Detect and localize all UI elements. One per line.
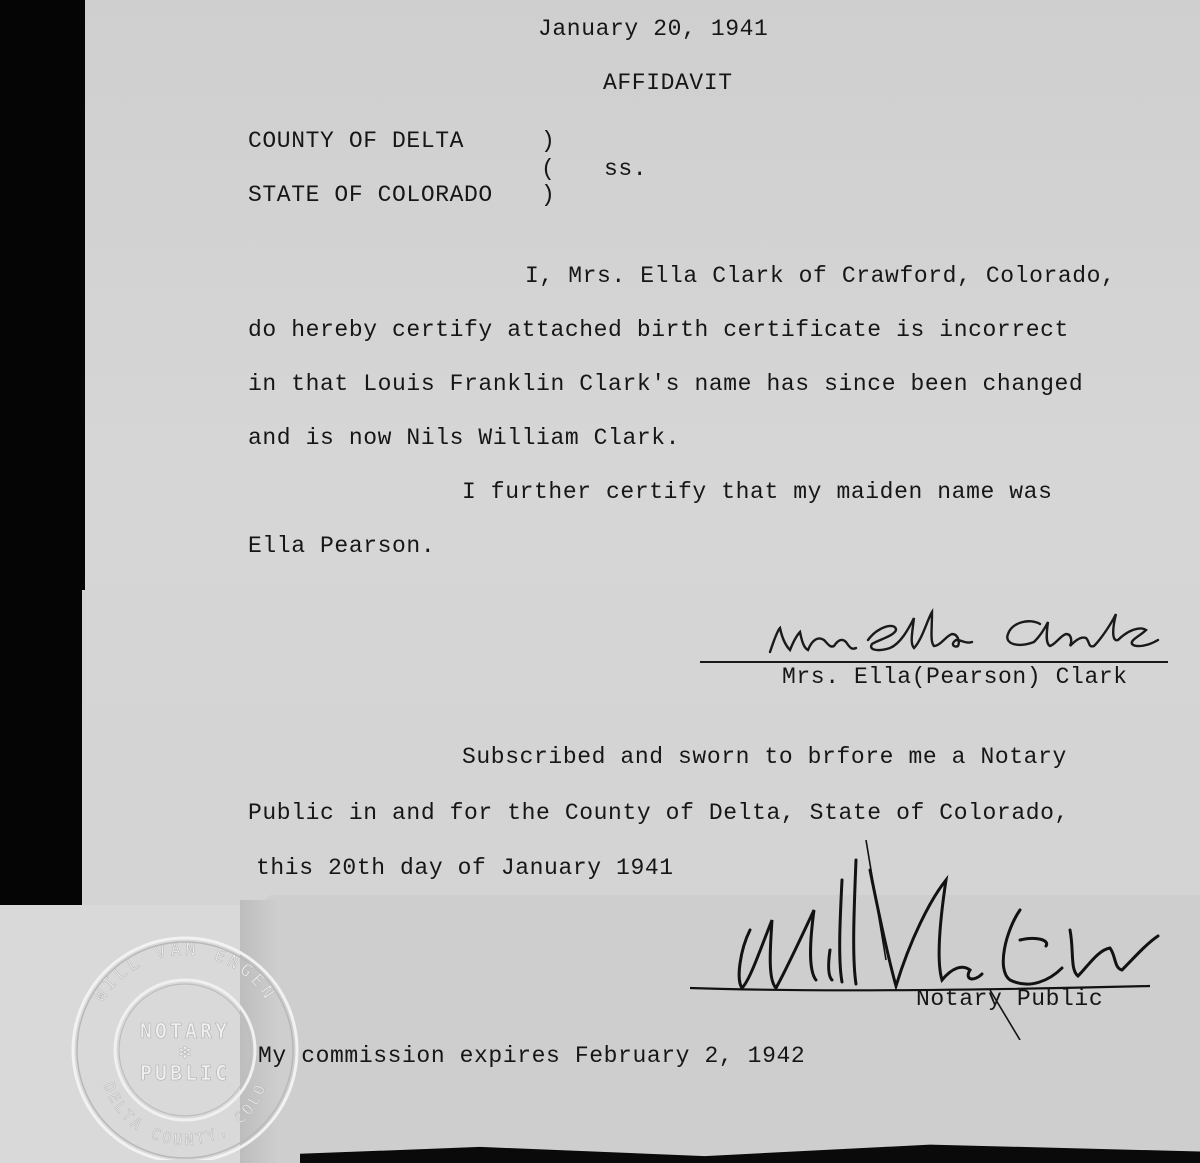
document-date: January 20, 1941 — [538, 16, 769, 42]
affiant-signature — [700, 600, 1180, 670]
body-line: I further certify that my maiden name was — [462, 479, 1053, 505]
svg-text:PUBLIC: PUBLIC — [139, 1061, 231, 1085]
jurat-line: Subscribed and sworn to brfore me a Notary — [462, 744, 1067, 770]
body-line: and is now Nils William Clark. — [248, 425, 681, 451]
notary-commission: My commission expires February 2, 1942 — [258, 1043, 806, 1069]
jurat-line: this 20th day of January 1941 — [256, 855, 674, 881]
venue-paren: ( — [541, 156, 556, 182]
body-line: I, Mrs. Ella Clark of Crawford, Colorado, — [525, 263, 1116, 289]
document-title: AFFIDAVIT — [603, 70, 733, 96]
affiant-typed-name: Mrs. Ella(Pearson) Clark — [782, 664, 1128, 690]
venue-paren: ) — [541, 182, 556, 208]
venue-state: STATE OF COLORADO — [248, 182, 493, 208]
body-line: Ella Pearson. — [248, 533, 436, 559]
svg-text:NOTARY: NOTARY — [139, 1019, 231, 1043]
jurat-line: Public in and for the County of Delta, State of Colorado, — [248, 800, 1069, 826]
body-line: in that Louis Franklin Clark's name has since been changed — [248, 371, 1084, 397]
notary-title: Notary Public — [916, 986, 1104, 1012]
venue-county: COUNTY OF DELTA — [248, 128, 465, 154]
venue-paren: ) — [541, 128, 556, 154]
venue-ss: ss. — [604, 156, 648, 182]
svg-text:DELTA COUNTY, COLO: DELTA COUNTY, COLO — [99, 1079, 271, 1150]
svg-text:WILL VAN ENGEN: WILL VAN ENGEN — [89, 939, 281, 1006]
body-line: do hereby certify attached birth certificate is incorrect — [248, 317, 1069, 343]
svg-text:✻: ✻ — [178, 1043, 192, 1062]
